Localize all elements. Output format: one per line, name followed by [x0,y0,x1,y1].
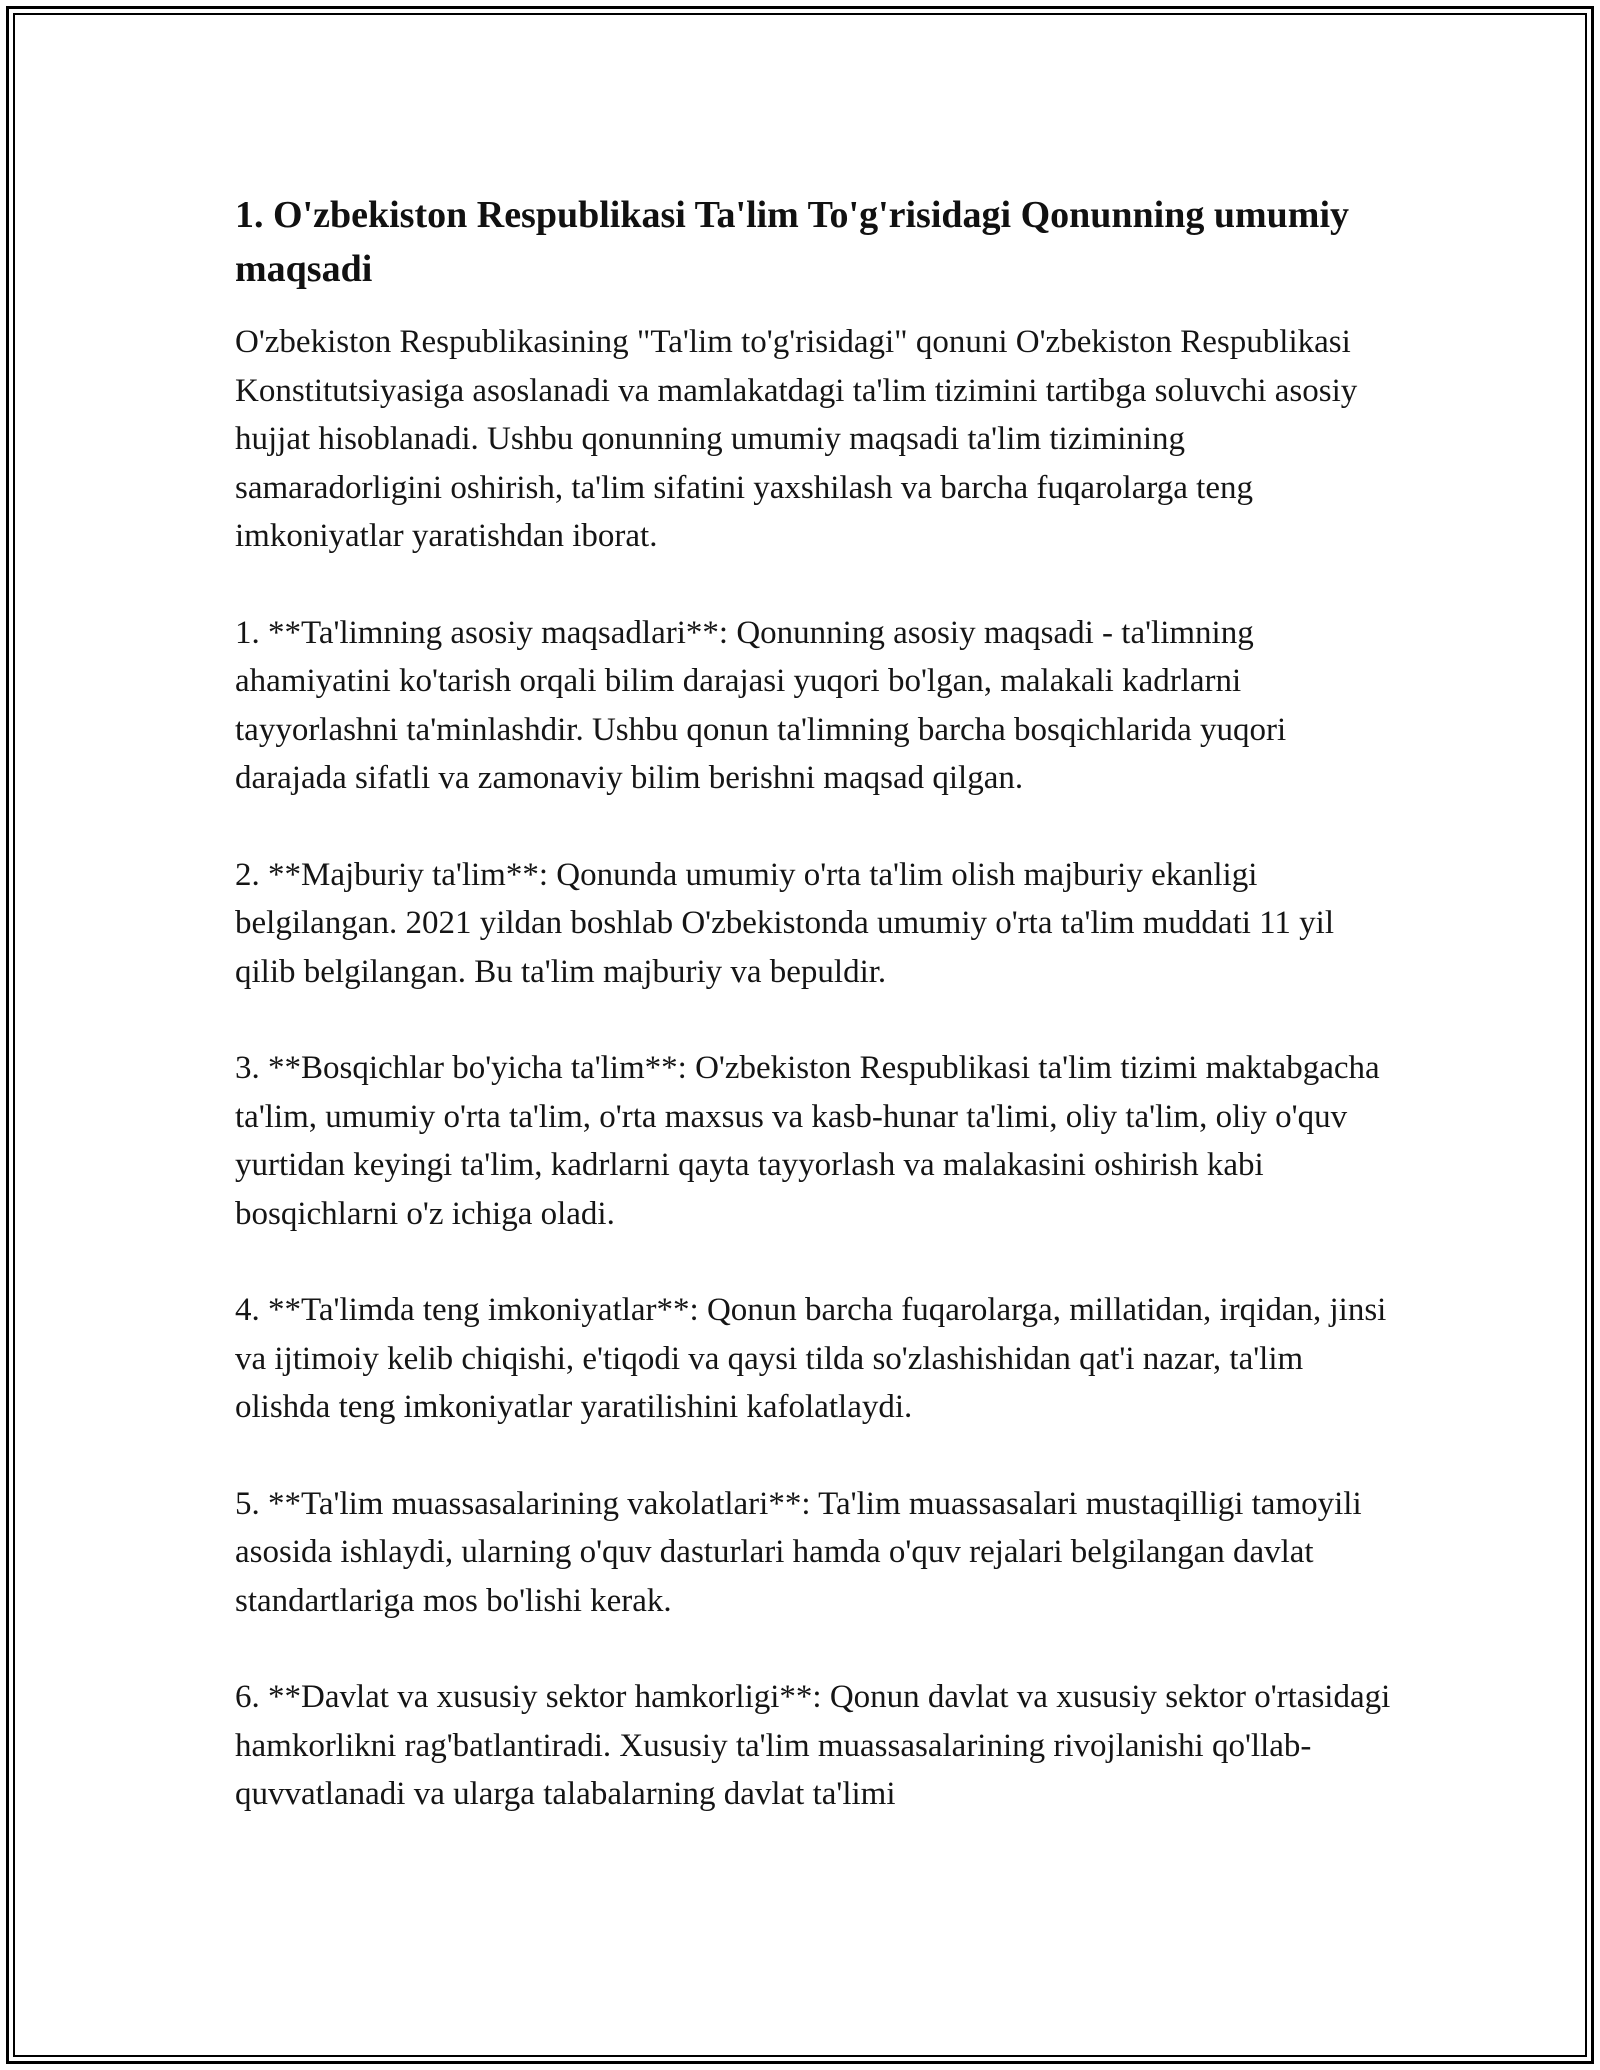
item-paragraph-3: 3. **Bosqichlar bo'yicha ta'lim**: O'zbekiston Respublikasi ta'lim tizimi maktabgacha ta'lim, umumiy o'rta ta'lim, o'rta maxsus va kasb-hunar ta'limi, oliy ta'lim, oliy o'quv yurtidan keyingi ta'lim, kadrlarni qayta tayyorlash va malakasini oshirish kabi bosqichlarni o'z ichiga oladi. [235,1050,1380,1232]
document-title: 1. O'zbekiston Respublikasi Ta'lim To'g'risidagi Qonunning umumiy maqsadi [235,194,1350,290]
intro-paragraph: O'zbekiston Respublikasining "Ta'lim to'g'risidagi" qonuni O'zbekiston Respublikasi Konstitutsiyasiga asoslanadi va mamlakatdagi ta'lim tizimini tartibga soluvchi asosiy hujjat hisoblanadi. Ushbu qonunning umumiy maqsadi ta'lim tizimining samaradorligini oshirish, ta'lim sifatini yaxshilash va barcha fuqarolarga teng imkoniyatlar yaratishdan iborat. [235,324,1358,554]
item-paragraph-6: 6. **Davlat va xususiy sektor hamkorligi**: Qonun davlat va xususiy sektor o'rtasidagi hamkorlikni rag'batlantiradi. Xususiy ta'lim muassasalarining rivojlanishi qo'llab-quvvatlanadi va ularga talabalarning davlat ta'limi [235,1679,1391,1812]
item-paragraph-1: 1. **Ta'limning asosiy maqsadlari**: Qonunning asosiy maqsadi - ta'limning ahamiyatini ko'tarish orqali bilim darajasi yuqori bo'lgan, malakali kadrlarni tayyorlashni ta'minlashdir. Ushbu qonun ta'limning barcha bosqichlarida yuqori darajada sifatli va zamonaviy bilim berishni maqsad qilgan. [235,614,1287,796]
item-paragraph-5: 5. **Ta'lim muassasalarining vakolatlari**: Ta'lim muassasalari mustaqilligi tamoyili asosida ishlaydi, ularning o'quv dasturlari hamda o'quv rejalari belgilangan davlat standartlariga mos bo'lishi kerak. [235,1485,1362,1619]
document-body [235,188,1395,1867]
item-paragraph-2: 2. **Majburiy ta'lim**: Qonunda umumiy o'rta ta'lim olish majburiy ekanligi belgilangan. 2021 yildan boshlab O'zbekistonda umumiy o'rta ta'lim muddati 11 yil qilib belgilangan. Bu ta'lim majburiy va bepuldir. [235,856,1335,990]
item-paragraph-4: 4. **Ta'limda teng imkoniyatlar**: Qonun barcha fuqarolarga, millatidan, irqidan, jinsi va ijtimoiy kelib chiqishi, e'tiqodi va qaysi tilda so'zlashishidan qat'i nazar, ta'lim olishda teng imkoniyatlar yaratilishini kafolatlaydi. [235,1292,1387,1425]
